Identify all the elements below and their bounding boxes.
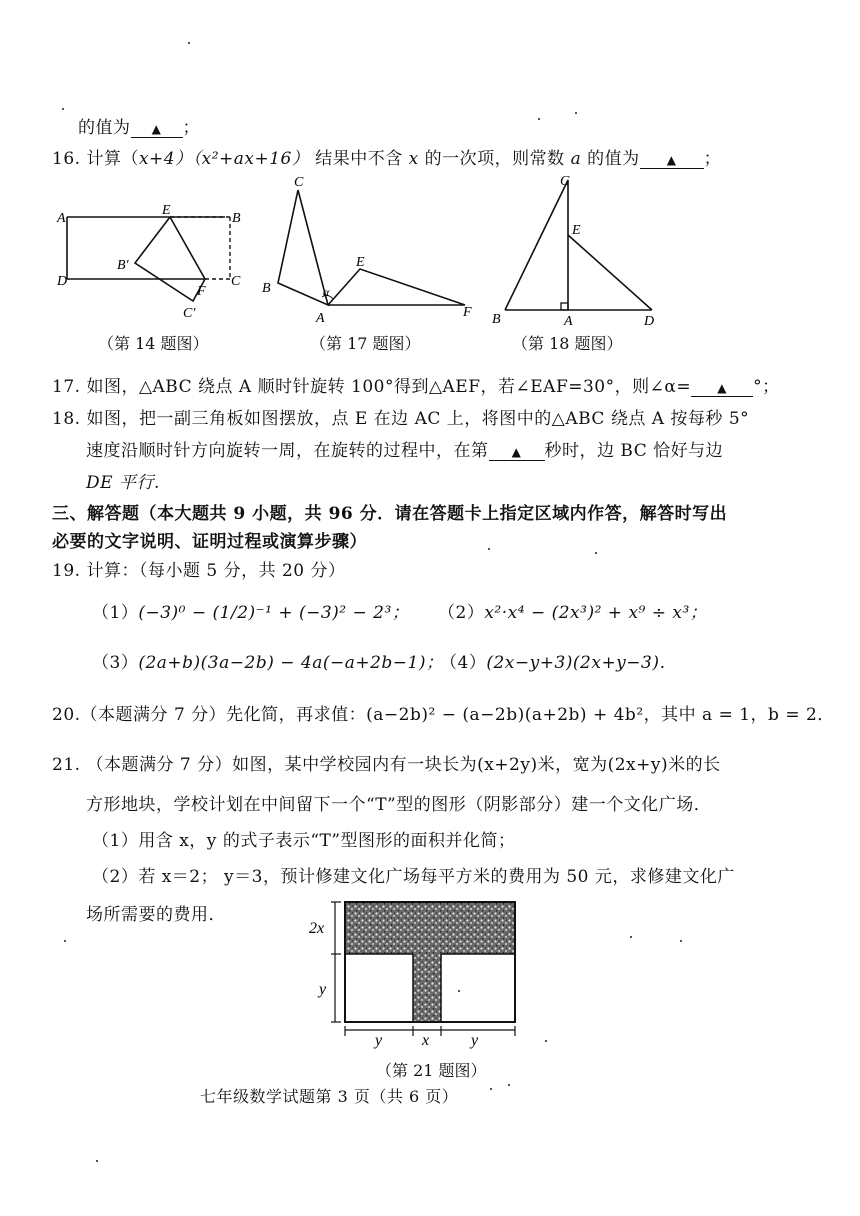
scan-speck bbox=[62, 108, 64, 110]
figure-17 bbox=[260, 175, 472, 326]
question-21-line2: 方形地块，学校计划在中间留下一个“T”型的图形（阴影部分）建一个文化广场． bbox=[86, 795, 712, 815]
svg-text:E: E bbox=[356, 255, 365, 270]
question-21-part1: （1）用含 x，y 的式子表示“T”型图形的面积并化简； bbox=[92, 831, 516, 851]
svg-text:C: C bbox=[231, 274, 241, 289]
svg-text:y: y bbox=[375, 1032, 383, 1049]
scan-speck bbox=[680, 940, 682, 942]
svg-text:C′: C′ bbox=[183, 306, 196, 321]
figure-18 bbox=[490, 170, 670, 329]
svg-text:B: B bbox=[262, 281, 271, 296]
question-18-line1: 18. 如图，把一副三角板如图摆放，点 E 在边 AC 上，将图中的△ABC 绕点 A 按每秒 5° bbox=[52, 409, 750, 429]
q19-part3: （3）(2a+b)(3a−2b) − 4a(−a+2b−1)； bbox=[92, 653, 444, 673]
caption-fig14: （第 14 题图） bbox=[98, 334, 209, 353]
question-21-line1: 21. （本题满分 7 分）如图，某中学校园内有一块长为(x+2y)米，宽为(2x+y)米的长 bbox=[52, 755, 721, 775]
figure-14 bbox=[55, 205, 255, 325]
q15-tail: 的值为 ▲ ； bbox=[78, 118, 200, 138]
question-21-part2: （2）若 x＝2； y＝3，预计修建文化广场每平方米的费用为 50 元，求修建文化广 bbox=[92, 867, 735, 887]
q19-part2: （2）x²·x⁴ − (2x³)² + x⁹ ÷ x³； bbox=[438, 603, 708, 623]
svg-text:E: E bbox=[162, 203, 171, 218]
scan-speck bbox=[488, 548, 490, 550]
svg-text:D: D bbox=[57, 274, 68, 289]
scan-speck bbox=[538, 118, 540, 120]
question-17: 17. 如图，△ABC 绕点 A 顺时针旋转 100°得到△AEF，若∠EAF=30°，则∠α= ▲ °； bbox=[52, 377, 780, 397]
svg-text:A: A bbox=[564, 314, 573, 329]
q19-part4: （4）(2x−y+3)(2x+y−3)． bbox=[440, 653, 677, 673]
svg-text:F: F bbox=[463, 305, 472, 320]
scan-speck bbox=[575, 112, 577, 114]
svg-text:F: F bbox=[197, 284, 206, 299]
question-18-line2: 速度沿顺时针方向旋转一周，在旋转的过程中，在第 ▲ 秒时，边 BC 恰好与边 bbox=[86, 441, 724, 461]
section-3-heading-cont: 必要的文字说明、证明过程或演算步骤） bbox=[52, 532, 367, 552]
caption-fig18: （第 18 题图） bbox=[512, 334, 623, 353]
svg-text:D: D bbox=[644, 314, 655, 329]
caption-fig17: （第 17 题图） bbox=[310, 334, 421, 353]
svg-text:C: C bbox=[560, 174, 570, 189]
answer-mark: ▲ bbox=[151, 122, 162, 136]
scan-speck bbox=[630, 936, 632, 938]
question-20: 20.（本题满分 7 分）先化简，再求值：(a−2b)² − (a−2b)(a+2b) + 4b²，其中 a = 1，b = 2． bbox=[52, 705, 835, 725]
q19-part1: （1）(−3)⁰ − (1/2)⁻¹ + (−3)² − 2³； bbox=[92, 603, 410, 623]
page-footer: 七年级数学试题第 3 页（共 6 页） bbox=[200, 1087, 459, 1106]
scan-speck bbox=[545, 1040, 547, 1042]
question-18-line3: DE 平行. bbox=[86, 473, 160, 493]
scan-speck bbox=[490, 1088, 492, 1090]
scan-speck bbox=[188, 42, 190, 44]
question-19: 19. 计算：（每小题 5 分，共 20 分） bbox=[52, 561, 346, 581]
question-16: 16. 计算（x+4）（x²+ax+16） 结果中不含 x 的一次项，则常数 a 的值为 ▲ ； bbox=[52, 149, 722, 169]
svg-text:A: A bbox=[316, 311, 325, 326]
section-3-heading: 三、解答题（本大题共 9 小题，共 96 分．请在答题卡上指定区域内作答，解答时写出 bbox=[52, 504, 728, 524]
svg-text:y: y bbox=[319, 981, 327, 998]
svg-text:B′: B′ bbox=[117, 258, 129, 273]
scan-speck bbox=[96, 1160, 98, 1162]
scan-speck bbox=[458, 990, 460, 992]
svg-text:B: B bbox=[492, 312, 501, 327]
question-21-part2-cont: 场所需要的费用． bbox=[86, 905, 226, 925]
scan-speck bbox=[595, 552, 597, 554]
svg-text:y: y bbox=[471, 1032, 479, 1049]
q15-text: 的值为 bbox=[78, 118, 131, 138]
svg-text:C: C bbox=[294, 175, 304, 190]
scan-speck bbox=[508, 1084, 510, 1086]
svg-text:α: α bbox=[323, 285, 330, 299]
caption-fig21: （第 21 题图） bbox=[376, 1061, 487, 1080]
scan-speck bbox=[64, 940, 66, 942]
label-a: A bbox=[57, 211, 66, 226]
figure-21 bbox=[305, 898, 535, 1048]
svg-text:2x: 2x bbox=[309, 920, 325, 937]
svg-text:E: E bbox=[572, 223, 581, 238]
svg-text:B: B bbox=[232, 211, 241, 226]
svg-text:x: x bbox=[422, 1032, 430, 1049]
